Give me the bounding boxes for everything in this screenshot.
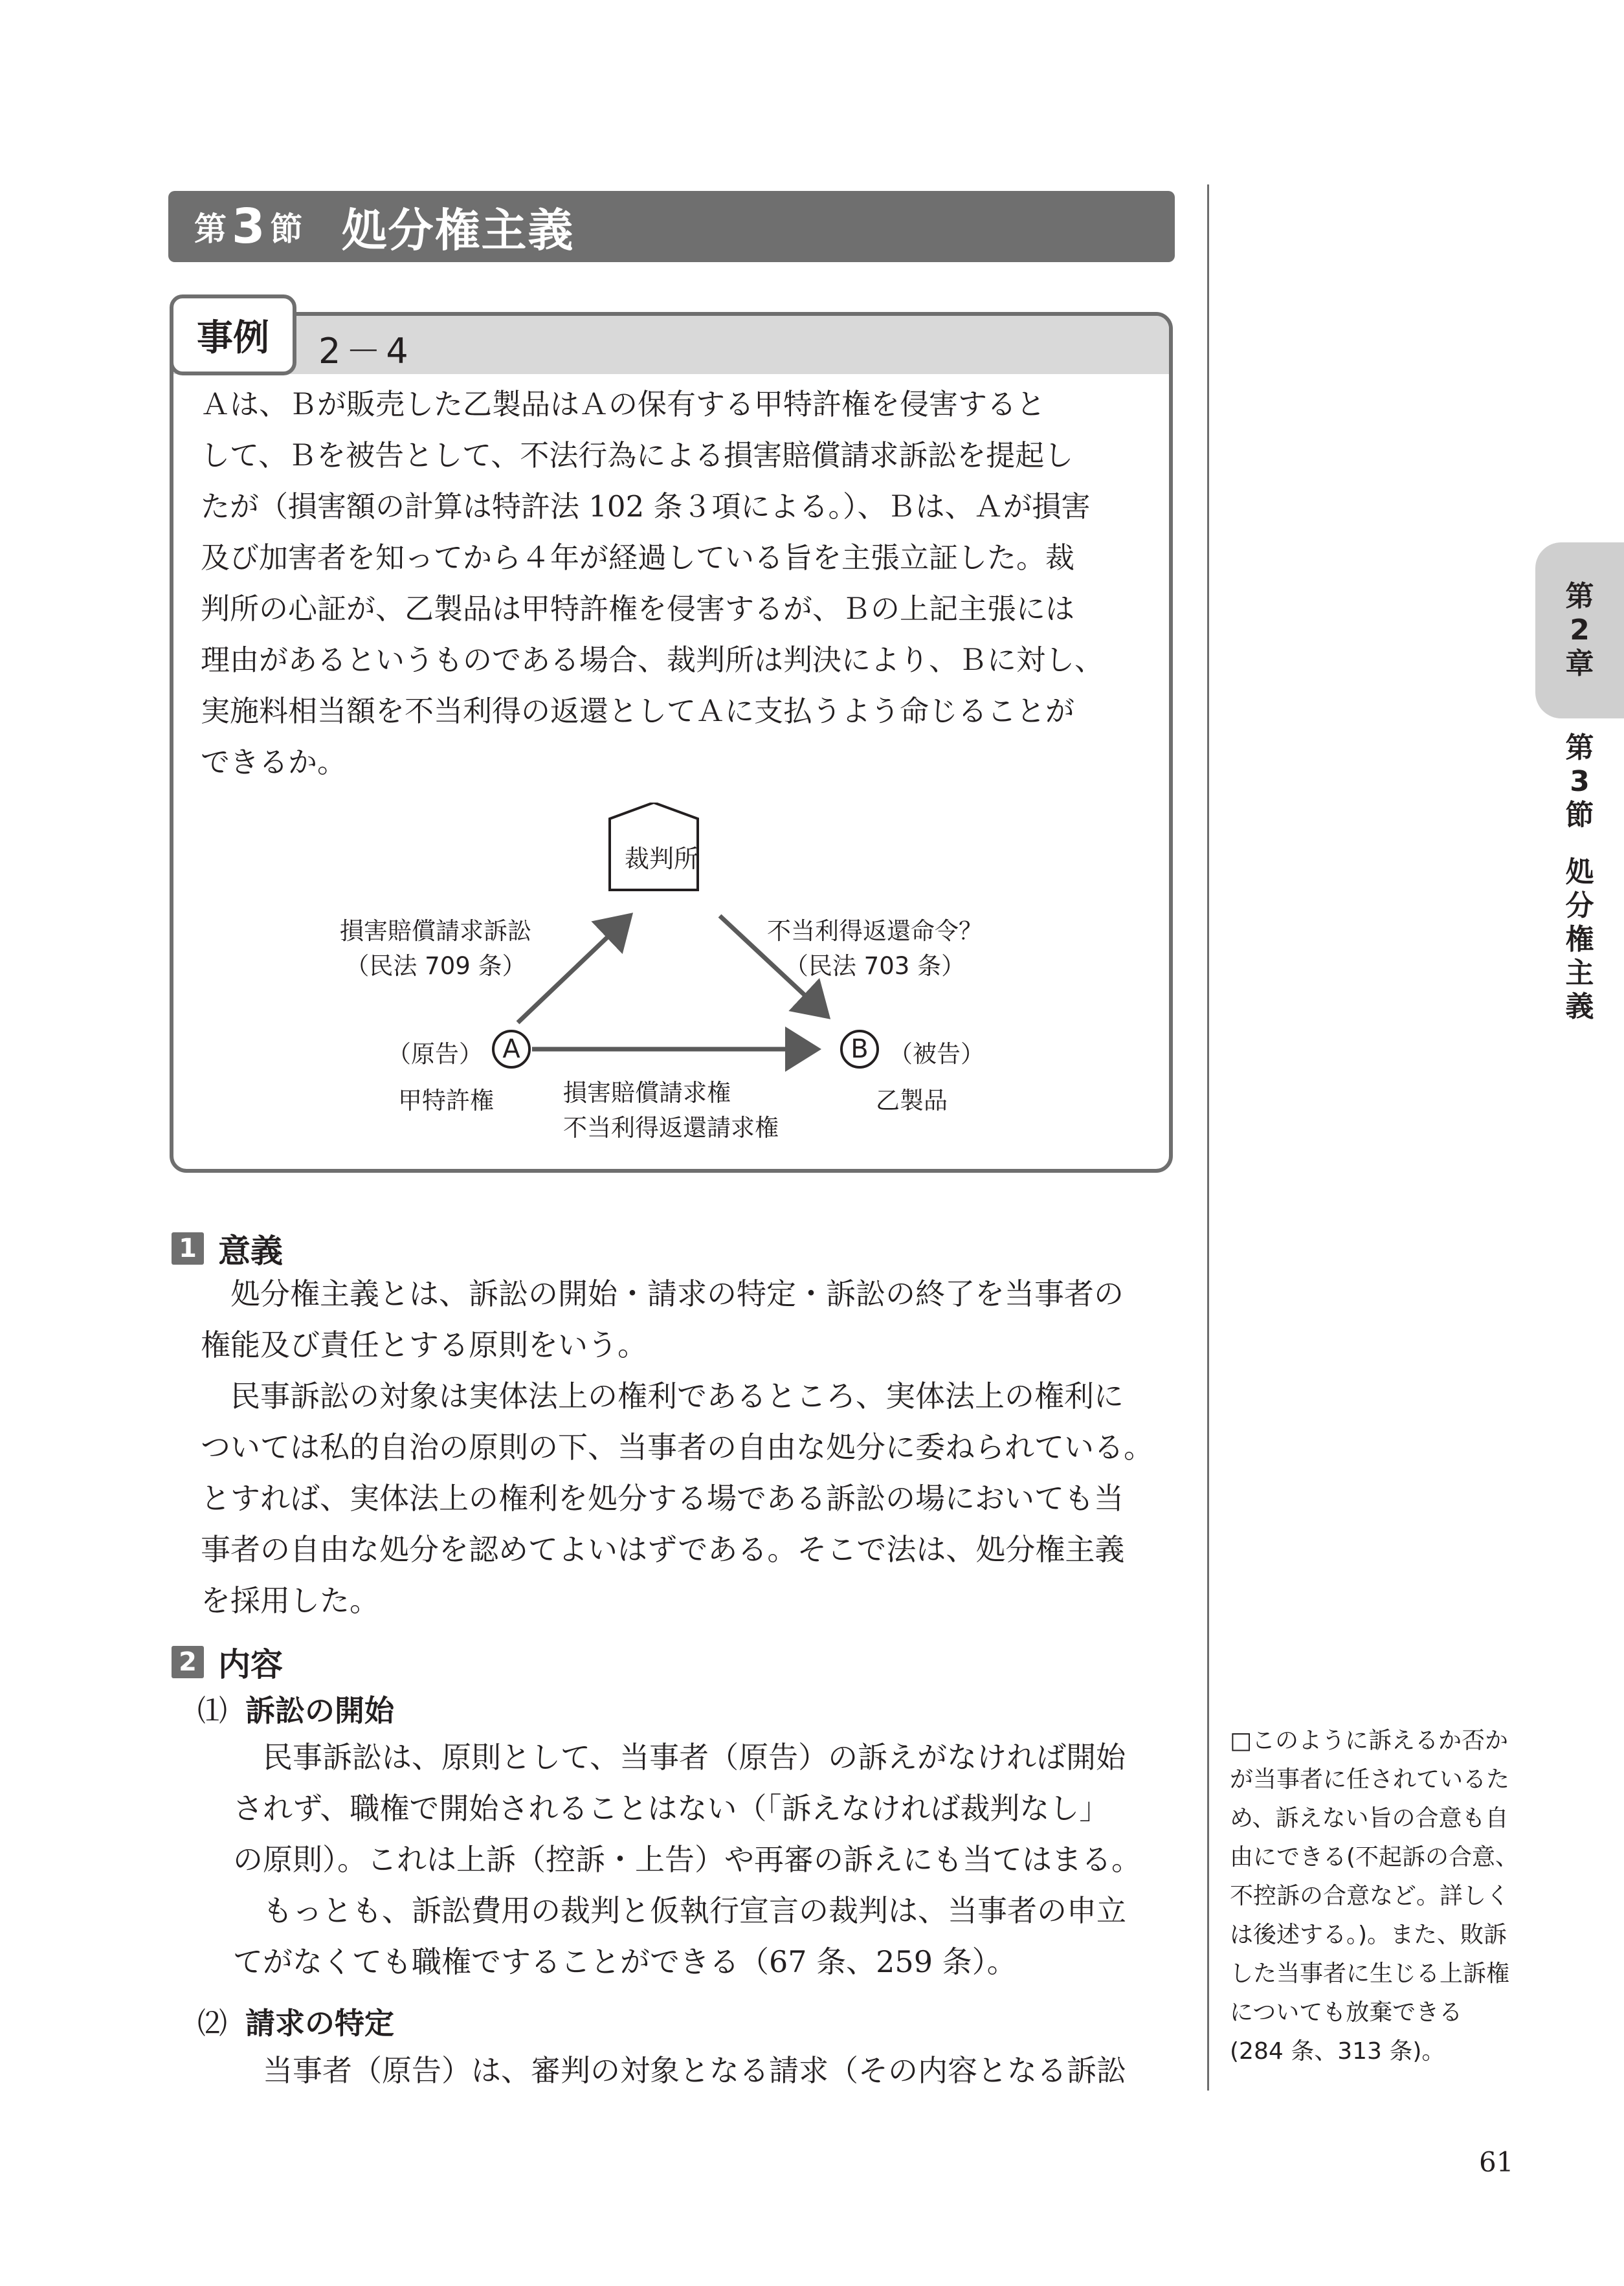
case-line: して、Ｂを被告として、不法行為による損害賠償請求訴訟を提起し [201, 438, 1074, 472]
case-number: 2－4 [318, 331, 414, 372]
case-line: 判所の心証が、乙製品は甲特許権を侵害するが、Ｂの上記主張には [201, 592, 1075, 626]
chapter-tab [1535, 542, 1624, 718]
section-tab-char: 節 [1565, 799, 1594, 832]
paragraph-rationale [201, 1371, 1153, 1626]
section-header [168, 191, 1175, 262]
section-title: 処分権主義 [341, 203, 575, 257]
case-tag: 事例 [170, 294, 296, 375]
section-tab-char: 権 [1565, 923, 1594, 956]
note-line: め、訴えない旨の合意も自 [1230, 1805, 1509, 1832]
right-arrow-label [767, 911, 983, 981]
chapter-tab-char: 2 [1570, 614, 1590, 647]
right-arrow-label-line: （民法 703 条） [784, 952, 966, 980]
paragraph-line: 処分権主義とは、訴訟の開始・請求の特定・訴訟の終了を当事者の [201, 1276, 1124, 1311]
left-arrow-label [340, 911, 531, 981]
note-line: (284 条、313 条)。 [1230, 2038, 1445, 2065]
defendant-role: （被告） [889, 1040, 984, 1068]
page-number: 61 [1479, 2146, 1514, 2178]
subheading-start-of-action [197, 1687, 394, 1730]
case-line: Ａは、Ｂが販売した乙製品はＡの保有する甲特許権を侵害すると [201, 387, 1046, 421]
margin-note [1230, 1722, 1521, 2071]
plaintiff-node: A [492, 1030, 531, 1069]
note-line: は後述する。)。また、敗訴 [1230, 1922, 1507, 1948]
subheading-number: ⑴ [197, 1693, 227, 1728]
bottom-arrow-label [563, 1073, 779, 1143]
case-line: たが（損害額の計算は特許法 102 条３項による。）、Ｂは、Ａが損害 [201, 489, 1091, 524]
paragraph-specification [233, 2045, 1126, 2096]
paragraph-line: 事者の自由な処分を認めてよいはずである。そこで法は、処分権主義 [201, 1532, 1125, 1567]
heading-number-box: 2 [172, 1646, 204, 1678]
note-line: 由にできる(不起訴の合意、 [1230, 1844, 1519, 1870]
case-text [201, 379, 1159, 788]
paragraph-line: てがなくても職権ですることができる（67 条、259 条）。 [233, 1944, 1017, 1979]
paragraph-line: 民事訴訟の対象は実体法上の権利であるところ、実体法上の権利に [201, 1379, 1124, 1414]
section-tab-char: 3 [1570, 765, 1590, 798]
note-line: した当事者に生じる上訴権 [1230, 1960, 1510, 1987]
paragraph-line: の原則）。これは上訴（控訴・上告）や再審の訴えにも当てはまる。 [233, 1842, 1141, 1877]
court-label: 裁判所 [625, 845, 699, 873]
heading-title: 内容 [218, 1646, 283, 1683]
subheading-number: ⑵ [197, 2006, 227, 2041]
case-line: 及び加害者を知ってから４年が経過している旨を主張立証した。裁 [201, 540, 1075, 575]
section-number: 3 [232, 199, 265, 254]
section-suffix: 節 [270, 210, 303, 248]
bottom-arrow-label-line: 損害賠償請求権 [563, 1079, 731, 1107]
section-tab-char: 処 [1565, 856, 1594, 889]
subheading-title: 訴訟の開始 [245, 1693, 394, 1728]
paragraph-line: を採用した。 [201, 1583, 379, 1618]
paragraph-line: 当事者（原告）は、審判の対象となる請求（その内容となる訴訟 [233, 2053, 1126, 2088]
section-tab-char: 主 [1565, 957, 1594, 990]
case-line: 理由があるというものである場合、裁判所は判決により、Ｂに対し、 [201, 643, 1104, 677]
defendant-node: B [840, 1030, 879, 1069]
section-tab-char: 分 [1565, 889, 1594, 922]
plaintiff-role: （原告） [387, 1040, 483, 1068]
note-line: □このように訴えるか否か [1230, 1727, 1509, 1754]
chapter-tab-char: 第 [1565, 580, 1594, 613]
section-prefix: 第 [194, 210, 227, 248]
column-divider [1207, 184, 1209, 2091]
bottom-arrow-label-line: 不当利得返還請求権 [563, 1114, 779, 1142]
defendant-sub: 乙製品 [876, 1087, 948, 1115]
paragraph-line: とすれば、実体法上の権利を処分する場である訴訟の場においても当 [201, 1481, 1124, 1516]
note-line: 不控訴の合意など。詳しく [1230, 1883, 1510, 1909]
paragraph-start-of-action [233, 1732, 1141, 1988]
heading-content [172, 1639, 283, 1685]
paragraph-definition [201, 1269, 1124, 1371]
subheading-specification [197, 2000, 394, 2043]
arrow-to-court [518, 916, 630, 1023]
paragraph-line: 民事訴訟は、原則として、当事者（原告）の訴えがなければ開始 [233, 1740, 1126, 1775]
note-line: が当事者に任されているた [1230, 1766, 1510, 1793]
right-arrow-label-line: 不当利得返還命令？ [767, 917, 983, 945]
heading-number-box: 1 [172, 1232, 204, 1265]
plaintiff-sub: 甲特許権 [398, 1087, 494, 1115]
relationship-diagram [324, 803, 1062, 1152]
subheading-title: 請求の特定 [245, 2006, 394, 2041]
case-line: できるか。 [201, 745, 347, 779]
chapter-tab-char: 章 [1565, 647, 1594, 680]
section-tab-char: 第 [1565, 731, 1594, 764]
heading-meaning [172, 1225, 283, 1272]
section-tab [1535, 731, 1624, 1024]
paragraph-line: もっとも、訴訟費用の裁判と仮執行宣言の裁判は、当事者の申立 [233, 1893, 1126, 1928]
note-line: についても放棄できる [1230, 1999, 1463, 2026]
paragraph-line: されず、職権で開始されることはない（「訴えなければ裁判なし」 [233, 1791, 1109, 1826]
heading-title: 意義 [218, 1232, 283, 1270]
left-arrow-label-line: （民法 709 条） [345, 952, 526, 980]
section-tab-char: 義 [1565, 990, 1594, 1023]
case-line: 実施料相当額を不当利得の返還としてＡに支払うよう命じることが [201, 694, 1075, 728]
left-arrow-label-line: 損害賠償請求訴訟 [340, 917, 531, 945]
paragraph-line: 権能及び責任とする原則をいう。 [201, 1327, 647, 1362]
paragraph-line: ついては私的自治の原則の下、当事者の自由な処分に委ねられている。 [201, 1430, 1153, 1465]
